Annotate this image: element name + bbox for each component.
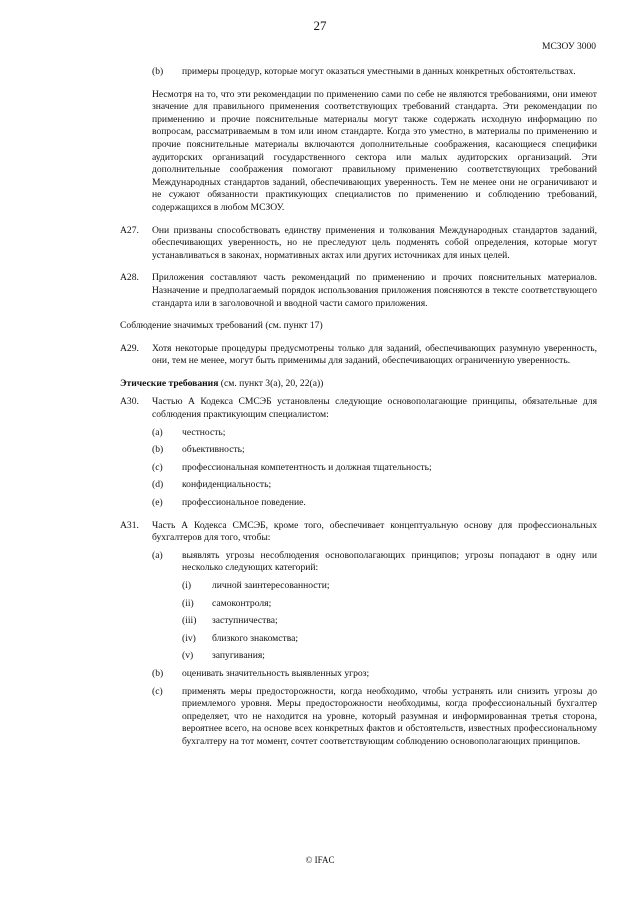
sublist-item [182,615,597,628]
paragraph-number: A28. [120,272,139,284]
list-text: профессиональная компетентность и должная тщательность; [182,461,432,473]
paragraph-number: A27. [120,224,139,236]
a31-sublist [182,580,597,663]
sublist-label: (iii) [182,615,197,627]
sublist-item [182,650,597,663]
list-label: (b) [152,444,164,456]
list-text: объективность; [182,444,245,456]
sublist-label: (iv) [182,632,196,644]
list-text: честность; [182,426,226,438]
list-text: примеры процедур, которые могут оказаться уместными в данных конкретных обстоятельствах. [182,66,576,77]
paragraph-a28 [120,272,597,310]
list-item [152,462,597,475]
paragraph-a31 [120,520,597,545]
a31-list-cont [152,668,597,749]
list-item [152,444,597,457]
paragraph-number: A29. [120,342,139,354]
list-text: выявлять угрозы несоблюдения основополагающих принципов; угрозы попадают в одну или несколько следующих категорий: [182,549,597,574]
section-heading-compliance: Соблюдение значимых требований (см. пункт 17) [120,320,323,332]
list-item [152,427,597,440]
list-item-c [152,686,597,749]
sublist-item [182,580,597,593]
list-label: (c) [152,685,163,697]
sublist-text: запугивания; [212,650,265,662]
sublist-item [182,598,597,611]
paragraph-a27 [120,225,597,263]
heading-bold: Этические требования [120,377,219,389]
list-label: (b) [152,66,164,77]
intro-paragraph: Несмотря на то, что эти рекомендации по применению сами по себе не являются требованиями, они имеют значение для правильного применения соответствующих требований стандарта. Эти рекомендации по применению и прочие пояснительные материалы могут также содержать исходную информацию по вопросам, рассматриваемым в том или ином стандарте. Когда это уместно, в материалы по применению и прочие пояснительные материалы включаются дополнительные соображения, касающиеся специфики аудиторских организаций государственного сектора или малых аудиторских организаций. Эти дополнительные соображения помогают правильному применению соответствующих требований Международных стандартов заданий, обеспечивающих уверенность. Тем не менее они не ограничивают и не сужают обязанности практикующих специалистов по применению и соблюдению требований, содержащихся в любом МСЗОУ. [152,88,597,213]
sublist-text: самоконтроля; [212,597,272,609]
sublist-text: близкого знакомства; [212,632,299,644]
list-label: (a) [152,426,163,438]
list-label: (c) [152,461,163,473]
section-heading-ethics [120,378,597,391]
list-item [152,479,597,492]
paragraph-text: Частью А Кодекса СМСЭБ установлены следующие основополагающие принципы, обязательные для соблюдения практикующим специалистом: [152,396,597,421]
page-number: 27 [313,18,327,33]
paragraph-text: Хотя некоторые процедуры предусмотрены только для заданий, обеспечивающих разумную уверенность, они, тем не менее, могут быть применимы для заданий, обеспечивающих ограниченную уверенность. [152,342,597,367]
list-label: (b) [152,667,164,679]
standard-code: МСЗОУ 3000 [542,42,596,52]
list-label: (d) [152,479,164,491]
heading-rest: (см. пункт 3(a), 20, 22(a)) [218,377,324,389]
paragraph-number: A30. [120,396,139,408]
paragraph-number: A31. [120,519,139,531]
paragraph-a30 [120,396,597,421]
list-text: конфиденциальность; [182,479,272,491]
document-body [120,66,597,749]
sublist-text: личной заинтересованности; [212,580,330,591]
list-item-b [152,66,597,79]
sublist-label: (v) [182,650,194,662]
list-text: профессиональное поведение. [182,497,306,509]
list-label: (a) [152,549,163,561]
paragraph-a29 [120,343,597,368]
list-text: оценивать значительность выявленных угроз; [182,667,370,679]
sublist-item [182,633,597,646]
list-item [152,497,597,510]
list-item-a [152,550,597,575]
paragraph-text: Они призваны способствовать единству применения и толкования Международных стандартов заданий, обеспечивающих уверенность, но не преследуют цель подменять собой определения, которые могут устанавливаться в законах, нормативных актах или других источниках для иных целей. [152,224,597,261]
a30-list [152,427,597,510]
sublist-label: (ii) [182,597,194,609]
paragraph-text: Часть А Кодекса СМСЭБ, кроме того, обеспечивает концептуальную основу для профессиональных бухгалтеров для того, чтобы: [152,519,597,544]
footer-copyright: © IFAC [305,855,335,865]
sublist-text: заступничества; [212,615,278,627]
list-item-b [152,668,597,681]
list-text: применять меры предосторожности, когда необходимо, чтобы устранять или снизить угрозы до приемлемого уровня. Меры предосторожности необходимы, когда профессиональный бухгалтер определяет, что не находится на уровне, который разумная и информированная третья сторона, вероятнее всего, на основе всех конкретных фактов и обстоятельств, известных профессиональному бухгалтеру на тот момент, сочтет соответствующим соблюдению основополагающих принципов. [182,685,597,747]
list-label: (e) [152,497,163,509]
paragraph-text: Приложения составляют часть рекомендаций по применению и прочих пояснительных материалов. Назначение и предполагаемый порядок использования приложения поясняются в тексте соответствующего стандарта или в заголовочной и вводной части самого приложения. [152,272,597,309]
sublist-label: (i) [182,580,192,591]
a31-list [152,550,597,575]
